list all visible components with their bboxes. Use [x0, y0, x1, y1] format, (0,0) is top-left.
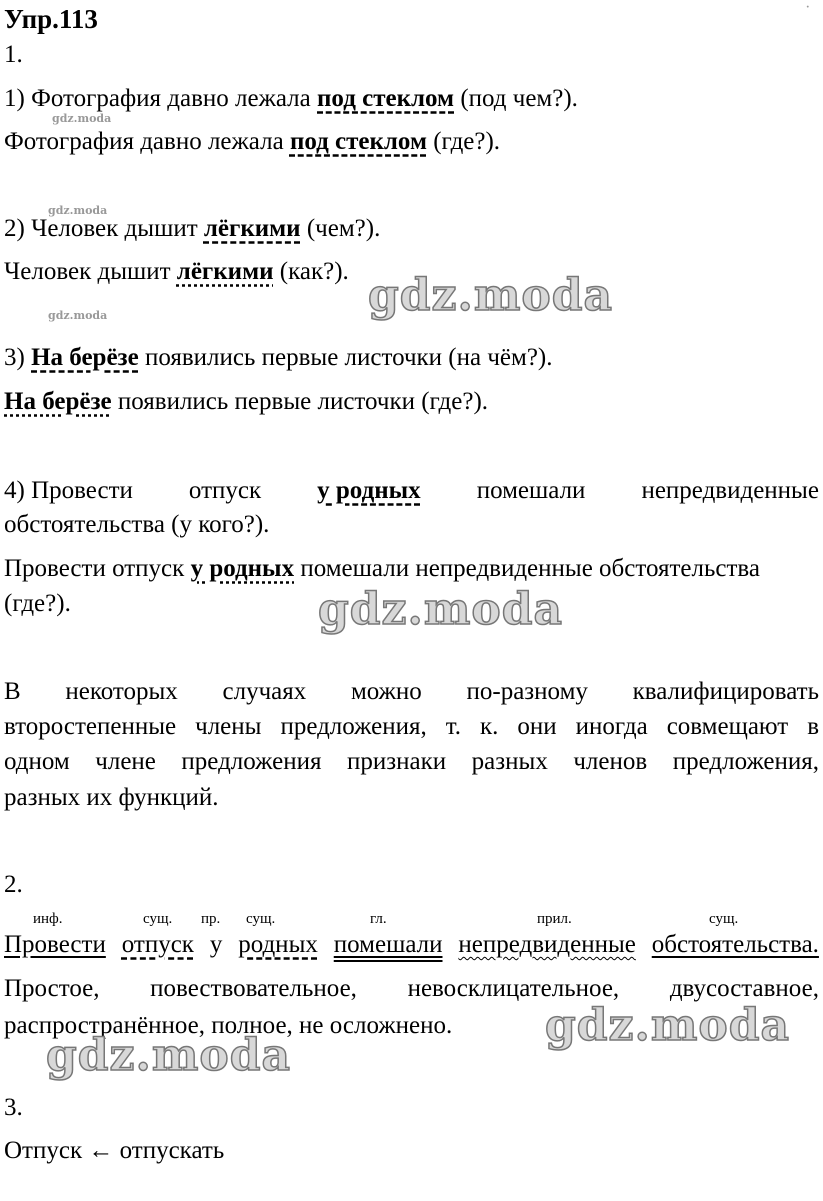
characteristic: невосклицательное, [407, 975, 620, 1002]
question-text: (где?). [426, 128, 501, 155]
sentence-text: Провести отпуск [4, 555, 191, 582]
watermark-small: gdz.moda [52, 112, 112, 125]
sentence-member: у родных [317, 477, 421, 504]
exercise-title: Упр.113 [4, 4, 98, 34]
pos-label: пр. [201, 911, 221, 927]
sentence-text: появились первые листочки (где?). [111, 388, 489, 415]
question-text: (как?). [273, 258, 349, 285]
sentence-word: отпуск [188, 477, 262, 504]
item-3-line-b [4, 387, 488, 417]
item-4-line-b2: (где?). [4, 590, 71, 617]
watermark-large: gdz.moda [545, 1000, 791, 1051]
conclusion-line-3: одном члене предложения признаки разных членов предложения, [4, 748, 819, 775]
characteristic: двусоставное, [669, 975, 819, 1002]
sentence-word: помешали [476, 477, 586, 504]
conclusion-line-1: В некоторых случаях можно по-разному квалифицировать [4, 678, 819, 705]
section-3-number: 3. [4, 1094, 23, 1121]
item-3-line-a [4, 343, 553, 373]
pos-label: гл. [370, 911, 387, 927]
item-4-line-a2: обстоятельства (у кого?). [4, 511, 270, 538]
characteristic: Простое, [4, 975, 100, 1002]
characteristics-line-2: распространённое, полное, не осложнено. [4, 1012, 453, 1039]
section-1-number: 1. [4, 41, 23, 68]
corner-mark: · [806, 2, 810, 13]
sentence-text: появились первые листочки (на чём?). [138, 344, 553, 371]
item-4-line-a [4, 476, 819, 506]
sentence-preposition: у [209, 931, 223, 958]
watermark-small: gdz.moda [48, 204, 108, 217]
sentence-subject: обстоятельства. [651, 931, 819, 958]
sentence-member: На берёзе [31, 344, 139, 371]
pos-label: сущ. [709, 911, 739, 927]
item-number: 2) [4, 215, 32, 242]
section-2-number: 2. [4, 871, 23, 898]
conclusion-line-2: второстепенные члены предложения, т. к. они иногда совмещают в [4, 713, 819, 740]
word-derivation: Отпуск ← отпускать [4, 1137, 225, 1164]
item-2-line-a [4, 214, 380, 244]
sentence-text: Фотография давно лежала [4, 128, 290, 155]
sentence-text: Фотография давно лежала [31, 85, 318, 112]
pos-label: прил. [537, 911, 572, 927]
sentence-member: На берёзе [4, 388, 112, 415]
sentence-predicate: помешали [333, 931, 443, 958]
sentence-member: под стеклом [317, 85, 455, 112]
sentence-member: лёгкими [203, 215, 301, 242]
watermark-small: gdz.moda [48, 309, 108, 322]
item-number: 3) [4, 344, 32, 371]
watermark-large: gdz.moda [368, 270, 614, 321]
pos-label: сущ. [143, 911, 173, 927]
item-1-line-a [4, 84, 578, 114]
sentence-word: 4) Провести [4, 477, 133, 504]
sentence-word: непредвиденные [641, 477, 819, 504]
item-4-line-b [4, 554, 760, 584]
item-number: 1) [4, 85, 32, 112]
sentence-text: помешали непредвиденные обстоятельства [294, 555, 760, 582]
item-1-line-b [4, 127, 500, 157]
sentence-member: у родных [190, 555, 295, 582]
sentence-member: под стеклом [289, 128, 427, 155]
conclusion-line-4: разных их функций. [4, 784, 219, 811]
question-text: (чем?). [300, 215, 381, 242]
sentence-circumstance: родных [238, 931, 318, 958]
characteristic: повествовательное, [150, 975, 357, 1002]
watermark-large: gdz.moda [318, 584, 564, 635]
item-2-line-b [4, 257, 349, 287]
question-text: (под чем?). [454, 85, 578, 112]
sentence-attribute: непредвиденные [458, 931, 636, 958]
sentence-subject: Провести [4, 931, 106, 958]
parsed-sentence [4, 930, 819, 960]
sentence-text: Человек дышит [4, 258, 177, 285]
watermark-large: gdz.moda [46, 1030, 292, 1081]
sentence-text: Человек дышит [31, 215, 204, 242]
sentence-member: лёгкими [176, 258, 274, 285]
pos-label: сущ. [246, 911, 276, 927]
pos-label: инф. [33, 911, 63, 927]
sentence-object: отпуск [121, 931, 194, 958]
